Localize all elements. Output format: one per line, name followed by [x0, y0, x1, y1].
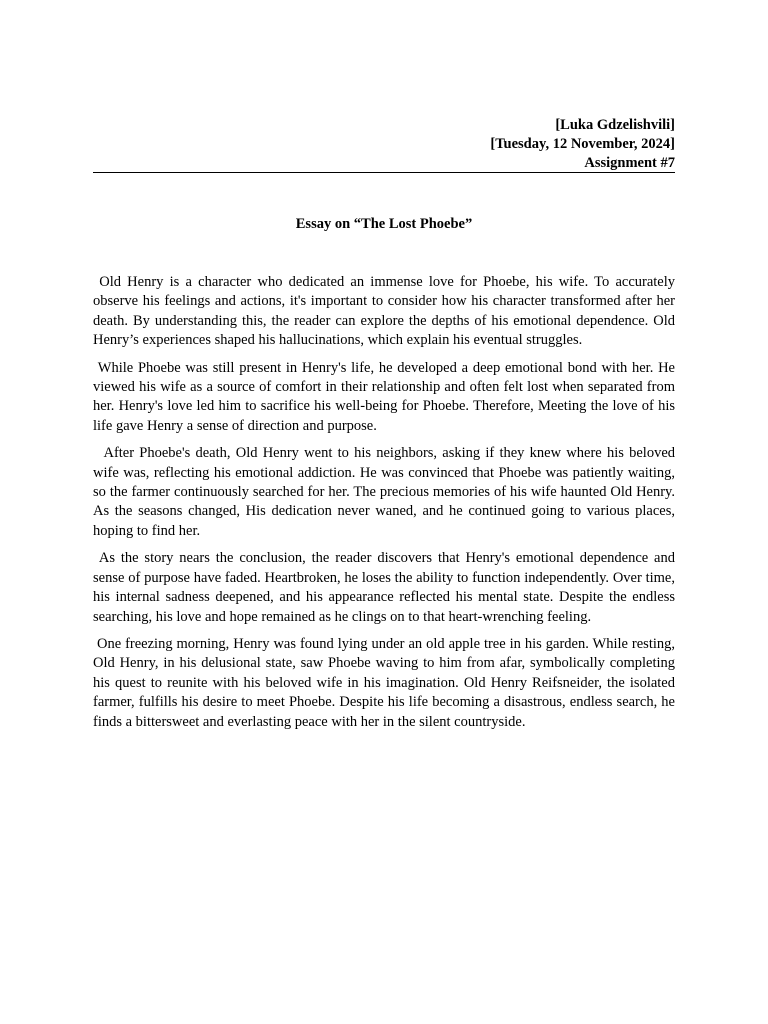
header-divider — [93, 172, 675, 173]
assignment-number: Assignment #7 — [584, 155, 675, 171]
author-name: [Luka Gdzelishvili] — [555, 117, 675, 133]
essay-title: Essay on “The Lost Phoebe” — [295, 216, 473, 232]
paragraph-2: While Phoebe was still present in Henry's life, he developed a deep emotional bond with her. He viewed his wife as a source of comfort in their relationship and often felt lost when separated from her. Henry's love led him to sacrifice his well-being for Phoebe. Therefore, Meeting the love of his life gave Henry a sense of direction and purpose. — [93, 359, 679, 434]
document-header — [93, 116, 675, 173]
submission-date: [Tuesday, 12 November, 2024] — [490, 136, 675, 152]
paragraph-5: One freezing morning, Henry was found lying under an old apple tree in his garden. While resting, Old Henry, in his delusional state, saw Phoebe waving to him from afar, symbolically completing his quest to reunite with his beloved wife in his imagination. Old Henry Reifsneider, the isolated farmer, fulfills his desire to meet Phoebe. Despite his life becoming a disastrous, endless search, he finds a bittersweet and everlasting peace with her in the silent countryside. — [93, 635, 679, 730]
paragraph-3: After Phoebe's death, Old Henry went to his neighbors, asking if they knew where his beloved wife was, reflecting his emotional addiction. He was convinced that Phoebe was patiently waiting, so the farmer continuously searched for her. The precious memories of his wife haunted Old Henry. As the seasons changed, His dedication never waned, and he continued going to various places, hoping to find her. — [93, 445, 679, 539]
essay-body — [93, 273, 679, 740]
paragraph-1: Old Henry is a character who dedicated an immense love for Phoebe, his wife. To accurately observe his feelings and actions, it's important to consider how his character transformed after her death. By understanding this, the reader can explore the depths of his emotional dependence. Old Henry’s experiences shaped his hallucinations, which explain his eventual struggles. — [93, 274, 679, 349]
paragraph-4: As the story nears the conclusion, the reader discovers that Henry's emotional dependence and sense of purpose have faded. Heartbroken, he loses the ability to function independently. Over time, his internal sadness deepened, and his appearance reflected his mental state. Despite the endless searching, his love and hope remained as he clings on to that heart-wrenching feeling. — [93, 550, 679, 625]
